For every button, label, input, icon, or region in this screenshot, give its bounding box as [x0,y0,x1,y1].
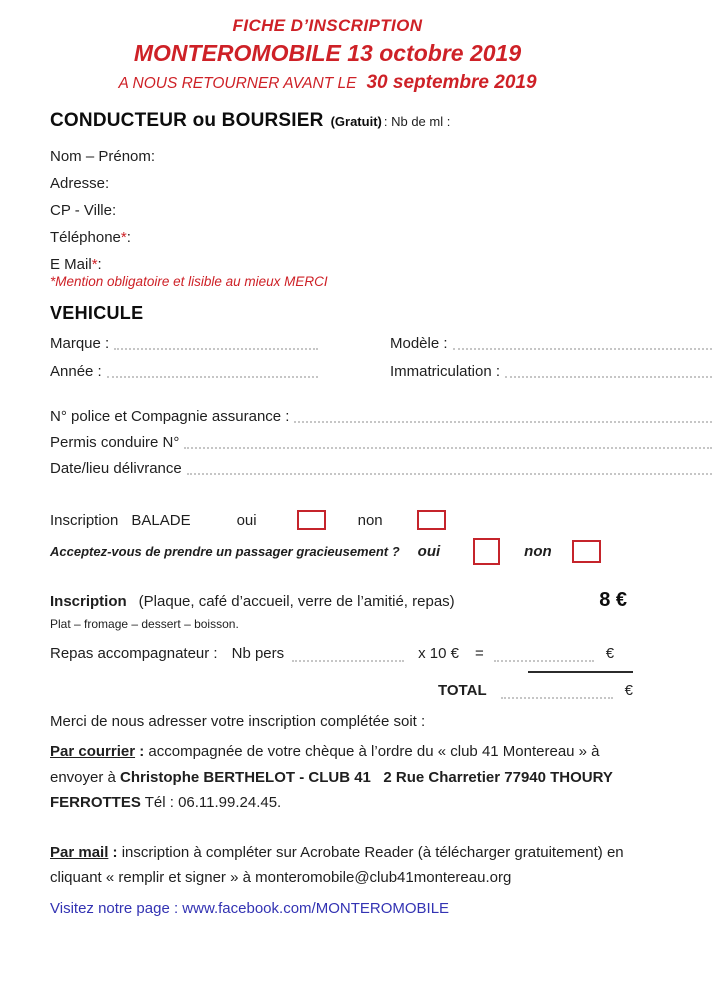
nb-pers-label: Nb pers [231,645,285,662]
repas-total-field-line[interactable] [494,647,594,662]
field-delivrance [50,460,712,477]
passenger-non-label: non [524,542,552,560]
permis-field-line[interactable] [184,434,712,449]
deadline-date: 30 septembre 2019 [366,72,537,93]
field-permis [50,434,712,451]
field-modele [390,335,712,352]
courrier-paragraph [50,739,638,816]
cp-ville-label: CP - Ville [50,202,112,219]
permis-label: Permis conduire N° [50,434,180,451]
conducteur-title: CONDUCTEUR ou BOURSIER [50,110,324,131]
delivrance-label: Date/lieu délivrance [50,460,182,477]
courrier-text: accompagnée de votre chèque à l’ordre du « club 41 Montereau » à envoyer à [50,743,600,786]
vehicule-row-1 [50,335,712,352]
deadline-prefix: A NOUS RETOURNER AVANT LE [118,75,357,92]
immatriculation-label: Immatriculation : [390,363,501,380]
immatriculation-field-line[interactable] [505,363,712,378]
annee-label: Année : [50,363,102,380]
total-label: TOTAL [438,682,487,699]
assurance-label: N° police et Compagnie assurance : [50,408,290,425]
multiplier-label: x 10 € [418,645,460,662]
menu-note: Plat – fromage – dessert – boisson. [50,617,239,631]
field-immatriculation [390,363,712,380]
courrier-phone: Tél : 06.11.99.24.45. [140,794,282,811]
field-marque [50,335,390,352]
balade-inscription-label: Inscription [50,511,119,529]
total-row [50,682,712,699]
vehicule-extra-lines [50,408,712,477]
inscription-label: Inscription [50,593,127,610]
marque-label: Marque : [50,335,110,352]
vehicule-section-title: VEHICULE [50,303,144,323]
delivrance-field-line[interactable] [187,460,712,475]
total-field-line[interactable] [501,684,613,699]
mail-text: inscription à compléter sur Acrobate Reader (à télécharger gratuitement) en cliquant « remplir et signer » à monteromobile@club41montereau.org [50,843,624,886]
colon: : [97,256,102,273]
passenger-oui-checkbox[interactable] [473,538,500,565]
event-title: MONTEROMOBILE 13 octobre 2019 [133,40,522,66]
mandatory-mention: *Mention obligatoire et lisible au mieux MERCI [50,274,328,289]
par-courrier-label: Par courrier [50,743,136,760]
sum-rule [528,671,633,673]
gratuit-label: (Gratuit) [330,114,382,129]
colon: : [150,148,156,165]
passenger-question-row [50,537,712,565]
balade-non-label: non [357,511,383,529]
balade-inscription-row [50,509,712,531]
vehicule-row-2 [50,363,712,380]
conducteur-section-title [50,110,712,132]
adresse-label: Adresse [50,175,106,192]
equals-sign: = [475,645,484,662]
field-annee [50,363,390,380]
required-star: * [120,229,127,246]
euro-symbol: € [605,645,615,662]
courrier-address: Christophe BERTHELOT - CLUB 41 2 Rue Charretier 77940 THOURY FERROTTES [50,768,617,811]
marque-field-line[interactable] [114,335,318,350]
inscription-price: 8 € [599,589,627,611]
mail-paragraph [50,840,638,891]
field-assurance [50,408,712,425]
passenger-oui-label: oui [417,542,441,560]
field-email[interactable] [50,246,712,273]
nb-pers-field-line[interactable] [292,647,404,662]
passenger-question: Acceptez-vous de prendre un passager gracieusement ? [50,543,400,559]
colon: : [105,175,110,192]
conducteur-fields [50,138,712,273]
par-mail-label: Par mail [50,843,109,861]
required-star: * [91,256,98,273]
modele-field-line[interactable] [453,335,712,350]
email-label: E Mail [50,256,92,273]
annee-field-line[interactable] [107,363,318,378]
balade-oui-label: oui [236,511,257,529]
colon: : [126,229,131,246]
inscription-detail: (Plaque, café d’accueil, verre de l’amitié, repas) [138,593,455,610]
field-cp-ville[interactable] [50,192,712,219]
mail-separator: : [108,843,122,861]
facebook-link[interactable]: Visitez notre page : www.facebook.com/MONTEROMOBILE [50,899,450,917]
document-header [50,16,605,94]
colon: : [111,202,117,219]
repas-label: Repas accompagnateur : [50,645,218,662]
return-deadline [50,72,605,94]
telephone-label: Téléphone [50,229,121,246]
send-instructions-intro: Merci de nous adresser votre inscription complétée soit : [50,713,426,730]
nom-prenom-label: Nom – Prénom [50,148,151,165]
nb-ml-label: : Nb de ml : [383,114,451,129]
repas-row [50,645,712,662]
balade-name: BALADE [131,511,191,529]
field-nom-prenom[interactable] [50,138,712,165]
modele-label: Modèle : [390,335,448,352]
balade-oui-checkbox[interactable] [297,510,326,530]
balade-non-checkbox[interactable] [417,510,446,530]
field-telephone[interactable] [50,219,712,246]
inscription-price-row [50,589,712,612]
total-euro-symbol: € [624,682,633,699]
courrier-separator: : [135,743,149,760]
passenger-non-checkbox[interactable] [572,540,601,563]
assurance-field-line[interactable] [294,408,712,423]
field-adresse[interactable] [50,165,712,192]
form-title: FICHE D’INSCRIPTION [232,16,423,35]
